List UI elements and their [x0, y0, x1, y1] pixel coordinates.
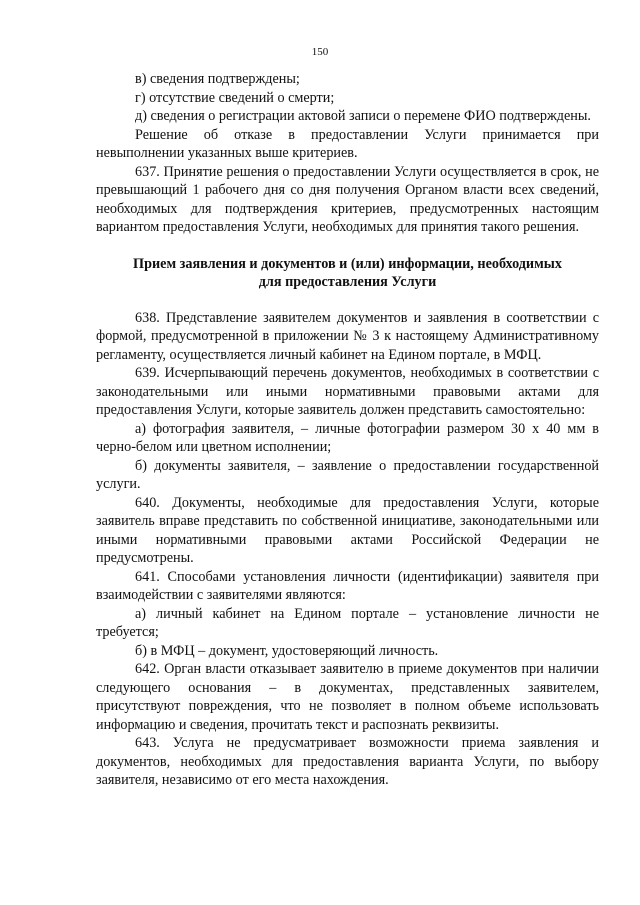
paragraph-642: 642. Орган власти отказывает заявителю в приеме документов при наличии следующего основания – в документах, представленных заявителем, присутствуют повреждения, что не позволяет в полном объеме использовать информацию и сведения, прочитать текст и распознать реквизиты.	[96, 661, 599, 733]
paragraph-638: 638. Представление заявителем документов и заявления в соответствии с формой, предусмотренной в приложении № 3 к настоящему Административному регламенту, осуществляется личный кабинет на Едином портале, в МФЦ.	[96, 309, 599, 363]
paragraph-640: 640. Документы, необходимые для предоставления Услуги, которые заявитель вправе представить по собственной инициативе, законодательными или иными нормативными правовыми актами Российской Федерации не предусмотрены.	[96, 494, 599, 566]
list-item-d: д) сведения о регистрации актовой записи о перемене ФИО подтверждены.	[135, 108, 591, 124]
section-heading-line-2: для предоставления Услуги	[258, 274, 437, 290]
document-body	[96, 70, 599, 790]
list-item-b-documents: б) документы заявителя, – заявление о предоставлении государственной услуги.	[96, 457, 599, 492]
page-number: 150	[311, 46, 329, 58]
paragraph-637: 637. Принятие решения о предоставлении Услуги осуществляется в срок, не превышающий 1 рабочего дня со дня получения Органом власти всех сведений, необходимых для подтверждения критериев, предусмотренных настоящим вариантом предоставления Услуги, необходимых для принятия такого решения.	[96, 163, 599, 235]
paragraph-refusal-decision: Решение об отказе в предоставлении Услуги принимается при невыполнении указанных выше критериев.	[96, 126, 599, 161]
paragraph-643: 643. Услуга не предусматривает возможности приема заявления и документов, необходимых для предоставления варианта Услуги, по выбору заявителя, независимо от его места нахождения.	[96, 735, 599, 788]
paragraph-641: 641. Способами установления личности (идентификации) заявителя при взаимодействии с заявителями являются:	[96, 568, 599, 603]
section-heading	[96, 255, 599, 292]
list-item-g: г) отсутствие сведений о смерти;	[135, 89, 335, 106]
paragraph-639: 639. Исчерпывающий перечень документов, необходимых в соответствии с законодательными или иными нормативными правовыми актами для предоставления Услуги, которые заявитель должен представить самостоятельно:	[96, 365, 599, 418]
list-item-b-mfc: б) в МФЦ – документ, удостоверяющий личность.	[135, 642, 439, 659]
section-heading-line-1: Прием заявления и документов и (или) информации, необходимых	[133, 255, 562, 272]
list-item-a-portal: а) личный кабинет на Едином портале – установление личности не требуется;	[96, 605, 599, 640]
list-item-a-photo: а) фотография заявителя, – личные фотографии размером 30 х 40 мм в черно-белом или цветном исполнении;	[96, 420, 599, 455]
list-item-v: в) сведения подтверждены;	[135, 71, 300, 87]
